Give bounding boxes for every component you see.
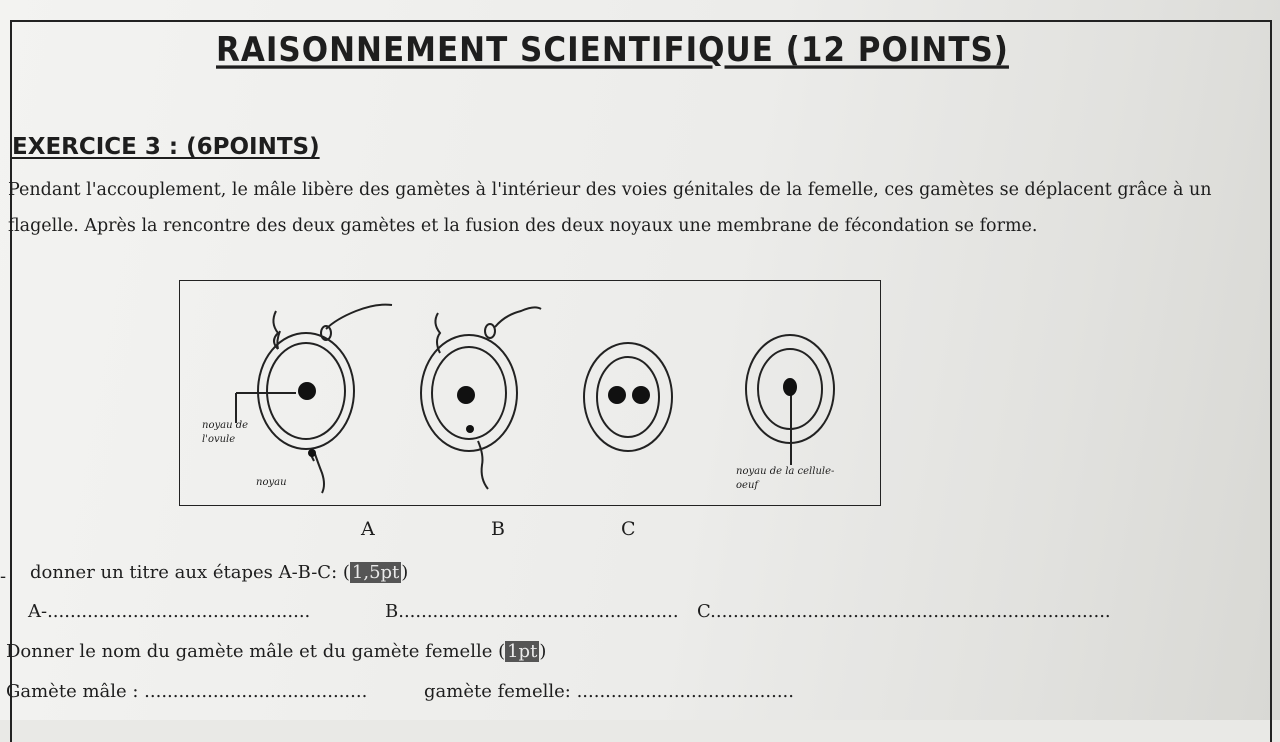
points-badge-1: 1,5pt xyxy=(351,562,400,583)
question-1-text: donner un titre aux étapes A-B-C: ( xyxy=(30,562,350,583)
stage-label-b: B xyxy=(491,518,505,540)
question-2-close: ) xyxy=(539,641,547,662)
label-noyau-ovule: noyau de l'ovule xyxy=(202,420,249,445)
question-2-text: Donner le nom du gamète mâle et du gamète femelle ( xyxy=(6,641,506,662)
answer-line-male[interactable]: Gamète mâle : ....................................... xyxy=(6,681,368,702)
page-title: RAISONNEMENT SCIENTIFIQUE (12 POINTS) xyxy=(216,30,1009,70)
stage-label-c: C xyxy=(621,518,636,540)
answer-line-a[interactable]: A-.............................................. xyxy=(28,601,311,622)
exercise-paragraph: Pendant l'accouplement, le mâle libère des gamètes à l'intérieur des voies génitales de la femelle, ces gamètes se déplacent grâce à un flagelle. Après la rencontre des deux gamètes et la fusion des deux noyaux une membrane de fécondation se forme. xyxy=(8,180,1212,236)
bullet: - xyxy=(0,566,7,587)
label-noyau-cellule: noyau de la cellule-oeuf xyxy=(736,466,835,491)
question-1-close: ) xyxy=(401,562,409,583)
answer-line-c[interactable]: C...................................................................... xyxy=(697,601,1111,622)
answer-line-b[interactable]: B................................................. xyxy=(385,601,679,622)
answer-line-female[interactable]: gamète femelle: ...................................... xyxy=(424,681,794,702)
question-2 xyxy=(6,641,546,662)
fertilization-figure xyxy=(179,280,881,506)
points-badge-2: 1pt xyxy=(507,641,538,662)
label-noyau-spz: noyau xyxy=(256,477,287,488)
stage-label-a: A xyxy=(361,518,375,540)
question-1 xyxy=(30,562,408,583)
exercise-heading: EXERCICE 3 : (6POINTS) xyxy=(12,134,320,160)
